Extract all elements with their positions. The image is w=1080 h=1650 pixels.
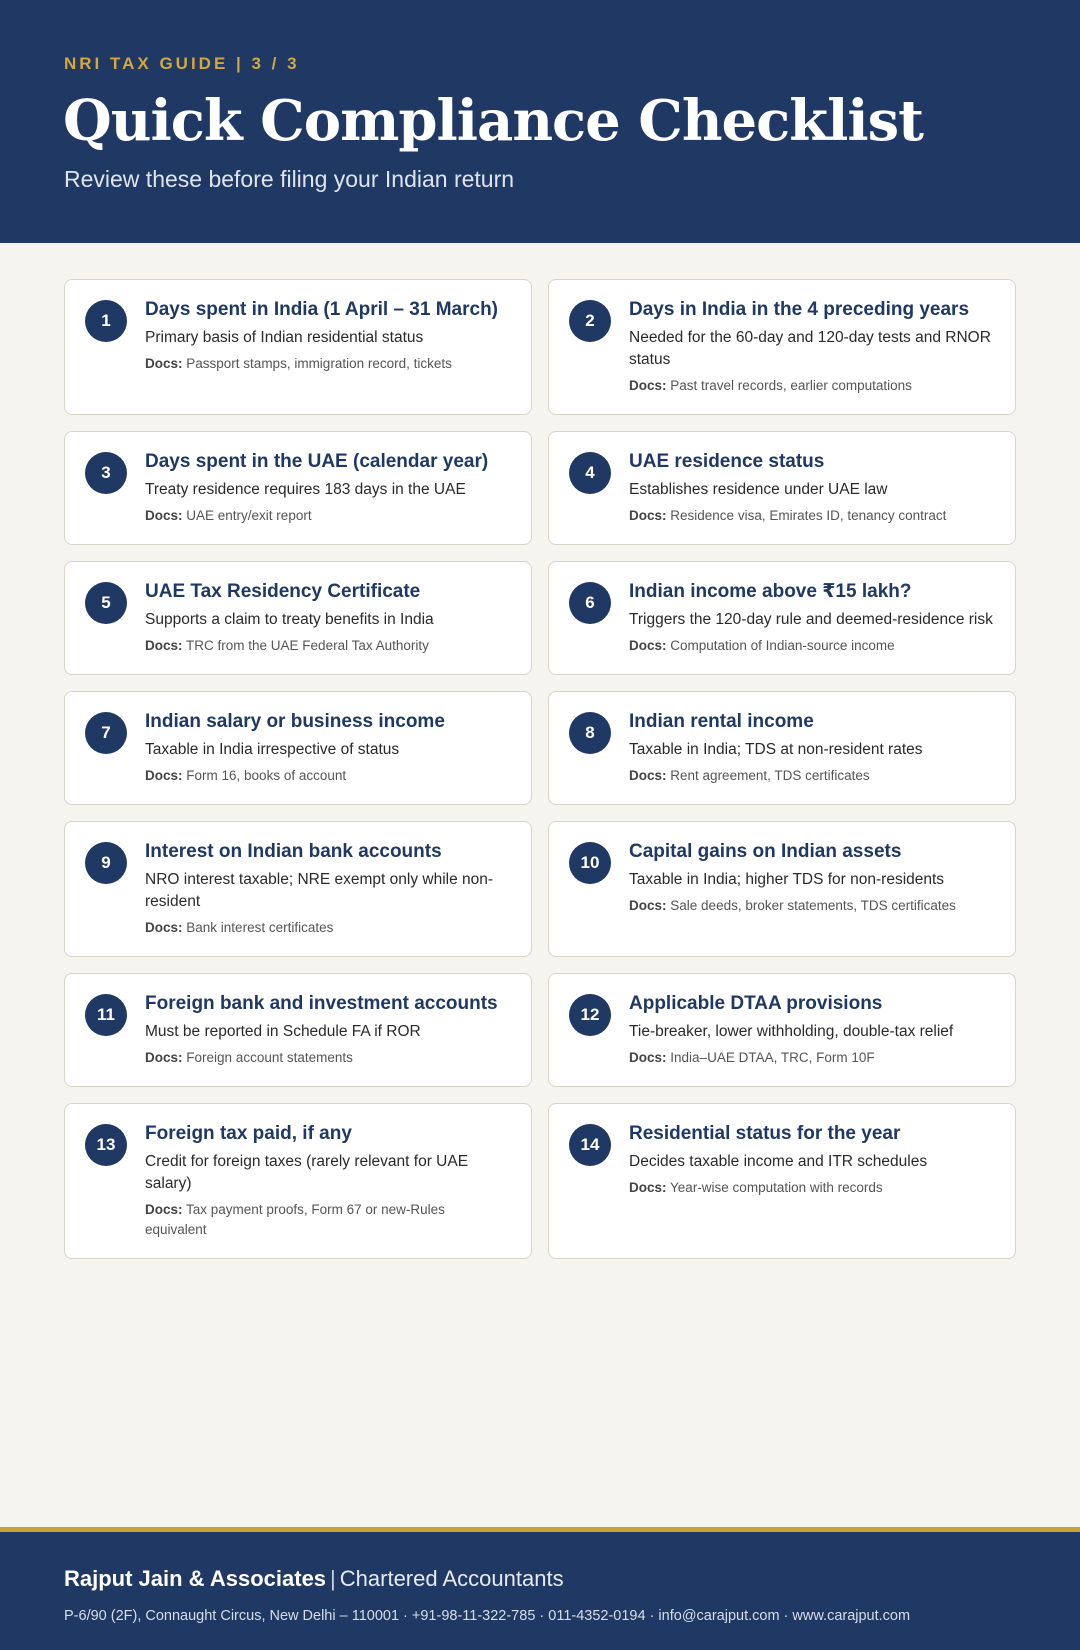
item-title: Interest on Indian bank accounts xyxy=(145,841,442,862)
item-title: Days spent in the UAE (calendar year) xyxy=(145,451,489,472)
item-number-badge: 14 xyxy=(569,1124,611,1166)
checklist-item xyxy=(548,973,1016,1087)
item-number-badge: 9 xyxy=(85,842,127,884)
item-number-badge: 5 xyxy=(85,582,127,624)
docs-text: UAE entry/exit report xyxy=(186,508,312,523)
docs-text: Past travel records, earlier computations xyxy=(670,378,912,393)
docs-label: Docs: xyxy=(145,638,183,653)
docs-text: Passport stamps, immigration record, tickets xyxy=(186,356,452,371)
docs-label: Docs: xyxy=(145,1202,183,1217)
item-title: Foreign tax paid, if any xyxy=(145,1123,352,1144)
docs-label: Docs: xyxy=(629,768,667,783)
docs-label: Docs: xyxy=(629,638,667,653)
contact-info: P-6/90 (2F), Connaught Circus, New Delhi – 110001 · +91-98-11-322-785 · 011-4352-0194 · info@carajput.com · www.carajput.com xyxy=(64,1608,911,1624)
item-docs xyxy=(629,896,993,916)
item-docs xyxy=(145,1200,509,1240)
item-docs xyxy=(145,918,509,938)
item-docs xyxy=(145,354,509,374)
item-title: Days in India in the 4 preceding years xyxy=(629,299,970,320)
item-number-badge: 6 xyxy=(569,582,611,624)
item-title: UAE residence status xyxy=(629,451,825,472)
docs-text: Bank interest certificates xyxy=(186,920,334,935)
item-number-badge: 11 xyxy=(85,994,127,1036)
item-description: Taxable in India irrespective of status xyxy=(145,741,400,758)
docs-label: Docs: xyxy=(629,898,667,913)
page-subtitle: Review these before filing your Indian return xyxy=(64,166,515,192)
item-description: Tie-breaker, lower withholding, double-tax relief xyxy=(629,1023,954,1040)
item-description: Taxable in India; TDS at non-resident rates xyxy=(629,741,923,758)
docs-label: Docs: xyxy=(145,1050,183,1065)
item-docs xyxy=(629,1178,993,1198)
docs-label: Docs: xyxy=(145,920,183,935)
item-description: NRO interest taxable; NRE exempt only while non-resident xyxy=(145,871,494,910)
docs-label: Docs: xyxy=(629,1180,667,1195)
checklist-item xyxy=(548,691,1016,805)
checklist-item xyxy=(548,1103,1016,1259)
item-description: Decides taxable income and ITR schedules xyxy=(629,1153,928,1170)
item-docs xyxy=(145,766,509,786)
checklist-item xyxy=(64,279,532,415)
checklist-item xyxy=(64,431,532,545)
item-title: Days spent in India (1 April – 31 March) xyxy=(145,299,499,320)
docs-text: Year-wise computation with records xyxy=(670,1180,883,1195)
item-title: Foreign bank and investment accounts xyxy=(145,993,498,1014)
docs-label: Docs: xyxy=(145,508,183,523)
item-docs xyxy=(629,636,993,656)
docs-text: Computation of Indian-source income xyxy=(670,638,895,653)
firm-separator: | xyxy=(330,1566,336,1591)
item-description: Establishes residence under UAE law xyxy=(629,481,888,498)
item-description: Treaty residence requires 183 days in the UAE xyxy=(145,481,466,498)
item-title: Capital gains on Indian assets xyxy=(629,841,902,862)
item-number-badge: 7 xyxy=(85,712,127,754)
item-docs xyxy=(629,376,993,396)
item-title: Residential status for the year xyxy=(629,1123,901,1144)
checklist-item xyxy=(548,279,1016,415)
item-description: Credit for foreign taxes (rarely relevant for UAE salary) xyxy=(145,1153,469,1192)
docs-text: Residence visa, Emirates ID, tenancy contract xyxy=(670,508,947,523)
checklist-item xyxy=(64,561,532,675)
checklist-item xyxy=(548,561,1016,675)
checklist-item xyxy=(64,691,532,805)
checklist-item xyxy=(64,973,532,1087)
checklist-item xyxy=(548,431,1016,545)
item-docs xyxy=(145,506,509,526)
checklist-item xyxy=(64,821,532,957)
docs-text: Form 16, books of account xyxy=(186,768,347,783)
docs-text: Foreign account statements xyxy=(186,1050,353,1065)
item-title: Indian rental income xyxy=(629,711,814,732)
item-number-badge: 8 xyxy=(569,712,611,754)
firm-line xyxy=(64,1566,564,1592)
item-title: Indian income above ₹15 lakh? xyxy=(629,581,912,602)
docs-text: Rent agreement, TDS certificates xyxy=(670,768,870,783)
item-number-badge: 4 xyxy=(569,452,611,494)
docs-text: TRC from the UAE Federal Tax Authority xyxy=(186,638,429,653)
item-docs xyxy=(145,636,509,656)
item-description: Primary basis of Indian residential status xyxy=(145,329,424,346)
item-number-badge: 2 xyxy=(569,300,611,342)
docs-text: Sale deeds, broker statements, TDS certificates xyxy=(670,898,956,913)
item-description: Taxable in India; higher TDS for non-residents xyxy=(629,871,945,888)
item-title: Indian salary or business income xyxy=(145,711,445,732)
docs-label: Docs: xyxy=(629,1050,667,1065)
item-description: Must be reported in Schedule FA if ROR xyxy=(145,1023,421,1040)
header-banner xyxy=(0,0,1080,243)
item-description: Needed for the 60-day and 120-day tests and RNOR status xyxy=(629,329,991,368)
item-description: Triggers the 120-day rule and deemed-residence risk xyxy=(629,611,993,628)
item-docs xyxy=(629,1048,993,1068)
item-number-badge: 1 xyxy=(85,300,127,342)
page-title: Quick Compliance Checklist xyxy=(63,88,924,154)
docs-label: Docs: xyxy=(629,378,667,393)
checklist-item xyxy=(64,1103,532,1259)
item-number-badge: 10 xyxy=(569,842,611,884)
docs-label: Docs: xyxy=(145,768,183,783)
item-description: Supports a claim to treaty benefits in India xyxy=(145,611,434,628)
item-docs xyxy=(145,1048,509,1068)
docs-text: India–UAE DTAA, TRC, Form 10F xyxy=(670,1050,875,1065)
item-number-badge: 13 xyxy=(85,1124,127,1166)
item-number-badge: 12 xyxy=(569,994,611,1036)
docs-label: Docs: xyxy=(629,508,667,523)
guide-kicker: NRI TAX GUIDE | 3 / 3 xyxy=(64,54,300,73)
checklist-item xyxy=(548,821,1016,957)
docs-label: Docs: xyxy=(145,356,183,371)
footer xyxy=(0,1532,1080,1650)
item-title: Applicable DTAA provisions xyxy=(629,993,883,1014)
docs-text: Tax payment proofs, Form 67 or new-Rules equivalent xyxy=(145,1202,445,1237)
item-docs xyxy=(629,766,993,786)
firm-name: Rajput Jain & Associates xyxy=(64,1566,327,1591)
item-number-badge: 3 xyxy=(85,452,127,494)
firm-type: Chartered Accountants xyxy=(339,1566,564,1591)
checklist-grid xyxy=(64,279,1016,1259)
item-title: UAE Tax Residency Certificate xyxy=(145,581,421,602)
item-docs xyxy=(629,506,993,526)
